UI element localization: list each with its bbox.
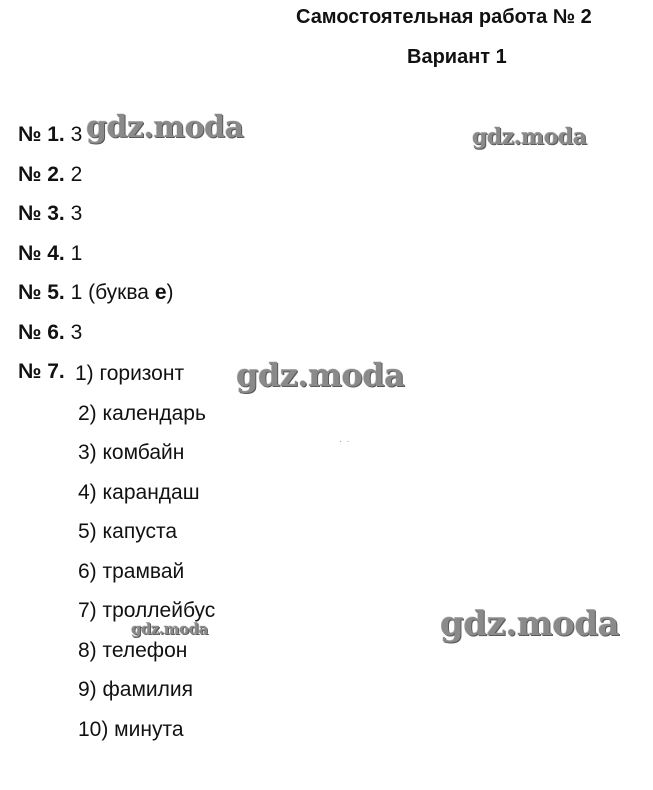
answer-value-bold-letter: е (154, 281, 167, 304)
word-item: 3) комбайн (78, 441, 185, 464)
answer-list (18, 121, 174, 398)
answer-value-prefix: 1 (буква (70, 281, 155, 304)
answer-row-4 (18, 240, 174, 280)
watermark: gdz.moda (86, 110, 244, 145)
word-item: 5) капуста (78, 520, 178, 543)
word-item: 7) троллейбус (78, 599, 216, 622)
word-item: 10) минута (78, 717, 184, 741)
answer-number: № 7. (18, 360, 65, 383)
answer-value: 3 (70, 202, 83, 225)
answer-row-2 (18, 161, 174, 201)
watermark: gdz.moda (236, 356, 405, 394)
answer-number: № 2. (18, 162, 65, 186)
watermark: gdz.moda (472, 124, 587, 150)
speck-dots: ·· (339, 436, 354, 447)
watermark: gdz.moda (131, 620, 208, 638)
answer-value: 3 (70, 123, 83, 146)
word-item: 2) календарь (78, 401, 206, 425)
word-item: 8) телефон (78, 638, 188, 662)
answer-number: № 5. (18, 281, 65, 304)
word-item: 4) карандаш (78, 480, 200, 504)
page-title: Самостоятельная работа № 2 (296, 6, 592, 28)
answer-row-3 (18, 200, 174, 240)
answer-number: № 4. (18, 241, 65, 265)
answer-number: № 3. (18, 202, 65, 225)
answer-number: № 1. (18, 123, 65, 146)
word-item: 1) горизонт (75, 362, 185, 385)
answer-row-6 (18, 319, 174, 359)
answer-value: 3 (70, 320, 83, 344)
answer-value: 1 (70, 241, 83, 265)
answer-value-suffix: ) (166, 281, 174, 304)
word-item: 6) трамвай (78, 559, 185, 583)
word-list (75, 360, 216, 755)
answer-number: № 6. (18, 320, 65, 344)
answer-value: 2 (70, 162, 83, 186)
word-item: 9) фамилия (78, 678, 193, 701)
watermark: gdz.moda (440, 604, 620, 644)
answer-row-5 (18, 279, 174, 319)
variant-subtitle: Вариант 1 (407, 46, 507, 68)
